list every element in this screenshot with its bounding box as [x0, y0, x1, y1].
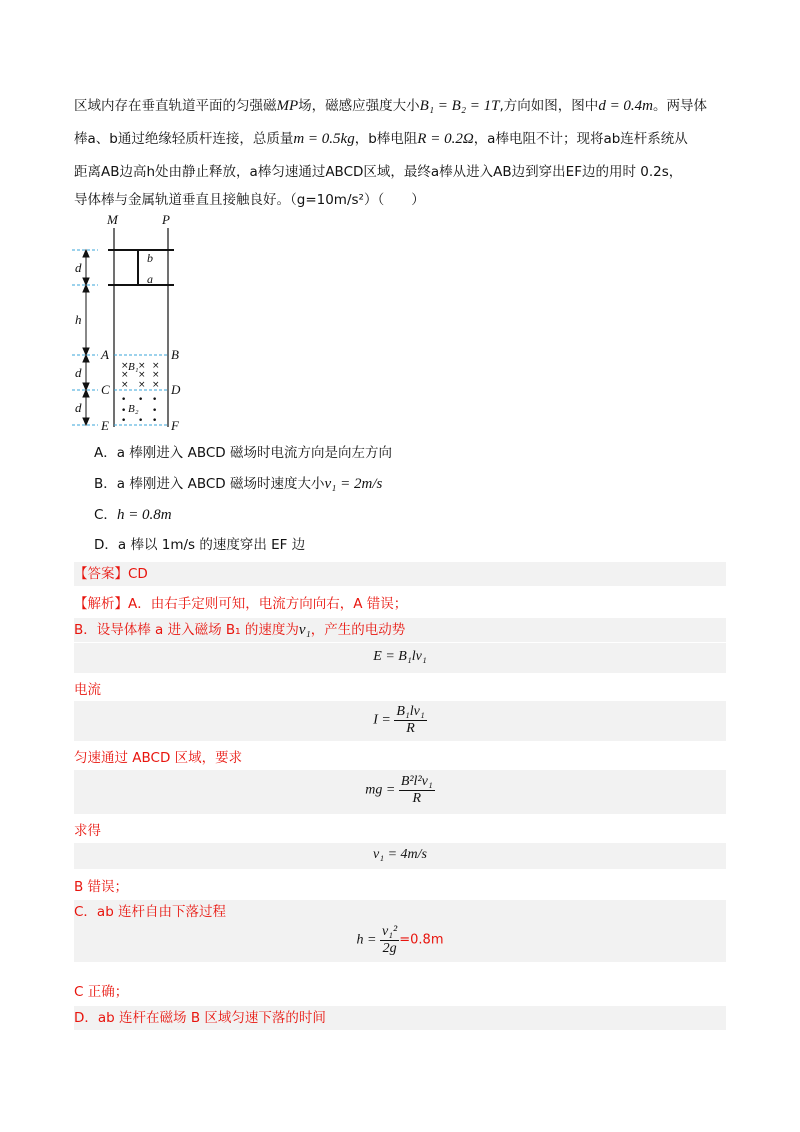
cross-mark: ×: [138, 370, 146, 380]
label-D: D: [171, 382, 181, 397]
label-a: a: [147, 272, 153, 286]
label-P: P: [162, 212, 170, 227]
label-F: F: [171, 418, 179, 432]
dot-mark: •: [152, 395, 158, 405]
analysis-c-line: C．ab 连杆自由下落过程: [74, 904, 227, 920]
cross-mark: ×: [121, 361, 129, 371]
analysis-d-line: D．ab 连杆在磁场 B 区域匀速下落的时间: [74, 1010, 326, 1026]
label-E: E: [101, 418, 109, 432]
question-line-4: 导体棒与金属轨道垂直且接触良好。（g=10m/s²）（ ）: [74, 192, 425, 208]
label-d-3: d: [75, 400, 82, 415]
option-d: D．a 棒以 1m/s 的速度穿出 EF 边: [94, 537, 306, 553]
equation-height: h = $\frac{\text{v₁²}}{2g}$ =0.8m: [356, 924, 444, 956]
cross-mark: ×: [138, 380, 146, 390]
option-c: C．h = 0.8m: [94, 507, 172, 523]
label-C: C: [101, 382, 110, 397]
current-label: 电流: [74, 682, 101, 698]
uniform-label: 匀速通过 ABCD 区域，要求: [74, 750, 243, 766]
label-M: M: [107, 212, 118, 227]
equation-velocity: v₁ = 4m/s: [373, 847, 427, 862]
question-line-1: 区域内存在垂直轨道平面的匀强磁MP场，磁感应强度大小B₁ = B₂ = 1T,方向如图，图中d = 0.4m。两导体: [74, 98, 708, 114]
cross-mark: ×: [138, 361, 146, 371]
dot-mark: •: [121, 416, 127, 426]
solve-label: 求得: [74, 823, 101, 839]
label-B2: B₂: [128, 403, 139, 415]
option-a: A．a 棒刚进入 ABCD 磁场时电流方向是向左方向: [94, 445, 392, 461]
cross-mark: ×: [152, 370, 160, 380]
cross-mark: ×: [152, 361, 160, 371]
label-A: A: [101, 347, 109, 362]
dot-mark: •: [121, 395, 127, 405]
label-d-2: d: [75, 365, 82, 380]
rail-diagram: [70, 212, 200, 432]
option-b: B．a 棒刚进入 ABCD 磁场时速度大小v₁ = 2m/s: [94, 476, 383, 492]
equation-current: I = $\frac{\text{B₁lv₁}}{R}$: [373, 704, 425, 736]
question-line-2: 棒a、b通过绝缘轻质杆连接，总质量m = 0.5kg，b棒电阻R = 0.2Ω，a棒电阻不计；现将ab连杆系统从: [74, 131, 688, 147]
question-line-3: 距离AB边高h处由静止释放，a棒匀速通过ABCD区域，最终a棒从进入AB边到穿出EF边的用时 0.2s，: [74, 164, 683, 180]
cross-mark: ×: [152, 380, 160, 390]
dot-mark: •: [121, 406, 127, 416]
label-B1: B₁: [128, 361, 139, 373]
cross-mark: ×: [121, 370, 129, 380]
c-correct: C 正确；: [74, 984, 129, 1000]
cross-mark: ×: [121, 380, 129, 390]
b-wrong: B 错误；: [74, 879, 129, 895]
label-b: b: [147, 251, 153, 265]
label-d-1: d: [75, 260, 82, 275]
dot-mark: •: [152, 416, 158, 426]
dot-mark: •: [152, 406, 158, 416]
dot-mark: •: [138, 395, 144, 405]
equation-force-balance: mg = $\frac{\text{B²l²v₁}}{R}$: [365, 774, 433, 806]
dot-mark: •: [138, 416, 144, 426]
label-h: h: [75, 312, 82, 327]
answer-line: 【答案】CD: [74, 566, 148, 582]
label-B: B: [171, 347, 179, 362]
equation-emf: E = B₁lv₁: [373, 649, 427, 664]
analysis-line: 【解析】A．由右手定则可知，电流方向向右，A 错误；: [74, 596, 408, 612]
analysis-b-line: B．设导体棒 a 进入磁场 B₁ 的速度为v₁，产生的电动势: [74, 622, 406, 638]
